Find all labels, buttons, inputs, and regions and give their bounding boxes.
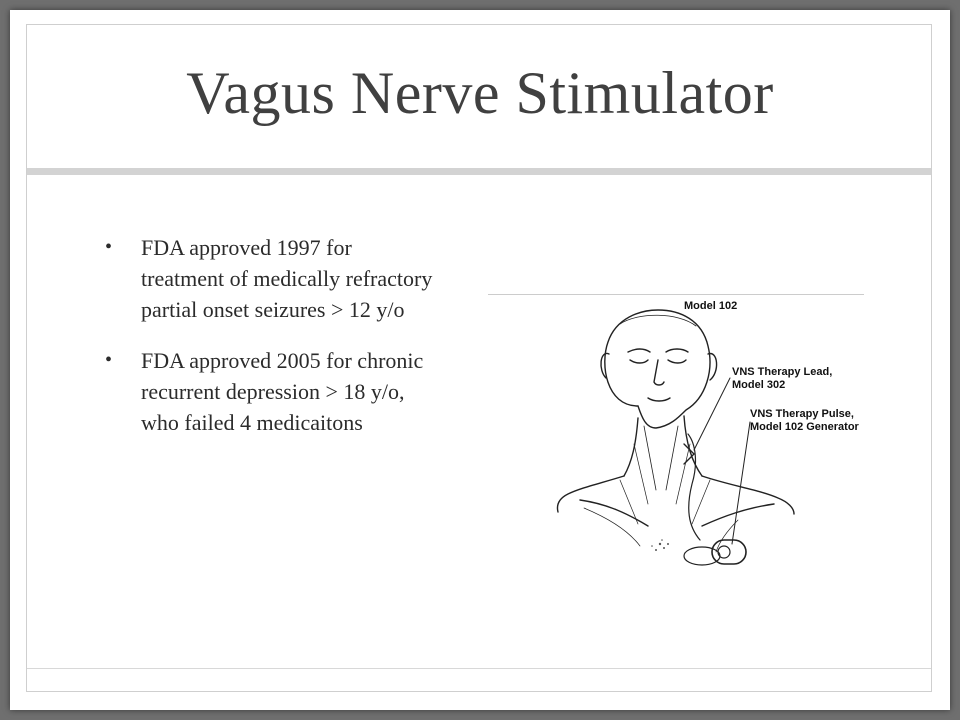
lead-label: VNS Therapy Lead, Model 302 (732, 366, 833, 391)
bullet-list (105, 232, 440, 458)
generator-label: VNS Therapy Pulse, Model 102 Generator (750, 408, 859, 433)
bullet-marker: • (105, 349, 113, 371)
slide-title: Vagus Nerve Stimulator (186, 60, 774, 126)
bullet-item (105, 345, 440, 438)
head-outline (605, 310, 710, 428)
bullet-text: FDA approved 2005 for chronic recurrent depression > 18 y/o, who failed 4 medicaitons (141, 348, 424, 435)
title-divider (27, 168, 931, 175)
generator-pointer (732, 422, 750, 544)
slide-frame (10, 10, 950, 710)
vns-diagram (488, 294, 864, 566)
bullet-marker: • (105, 236, 113, 258)
lead-pointer (694, 378, 730, 450)
bullet-text: FDA approved 1997 for treatment of medically refractory partial onset seizures > 12 y/o (141, 235, 433, 322)
bottom-divider (27, 668, 931, 669)
model-label: Model 102 (684, 300, 738, 312)
bullet-item (105, 232, 440, 325)
